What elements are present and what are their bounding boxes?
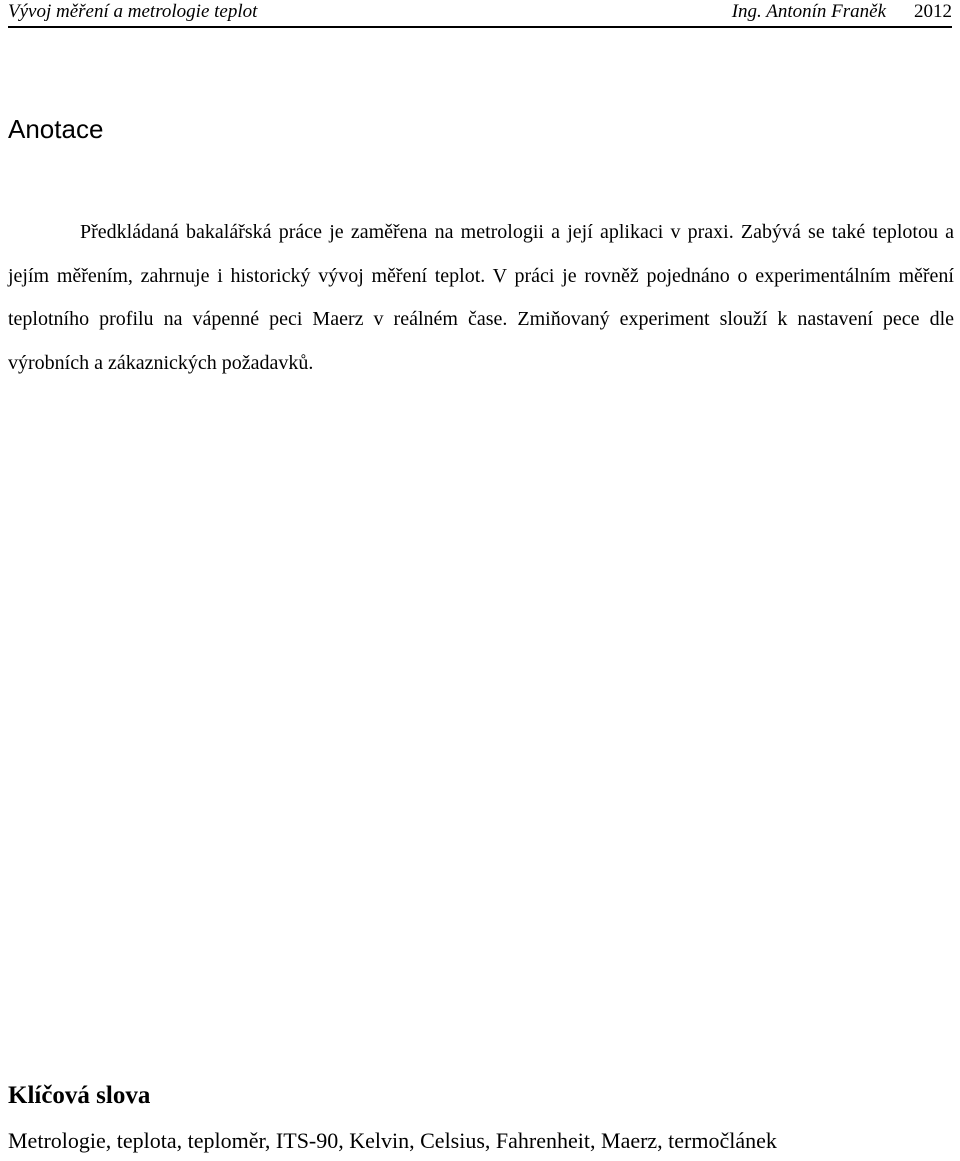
header-year: 2012 [914,1,952,22]
running-header [8,0,952,28]
anotace-paragraph: Předkládaná bakalářská práce je zaměřena na metrologii a její aplikaci v praxi. Zabývá se také teplotou a jejím měřením, zahrnuje i historický vývoj měření teplot. V práci je rovněž pojednáno o experimentálním měření teplotního profilu na vápenné peci Maerz v reálném čase. Zmiňovaný experiment slouží k nastavení pece dle výrobních a zákaznických požadavků. [8,221,954,374]
header-title: Vývoj měření a metrologie teplot [8,1,258,22]
keywords-heading: Klíčová slova [8,1082,151,1109]
anotace-heading: Anotace [8,114,104,144]
keywords-list: Metrologie, teplota, teploměr, ITS-90, Kelvin, Celsius, Fahrenheit, Maerz, termočlánek [8,1128,777,1153]
header-author: Ing. Antonín Franěk [731,1,886,22]
